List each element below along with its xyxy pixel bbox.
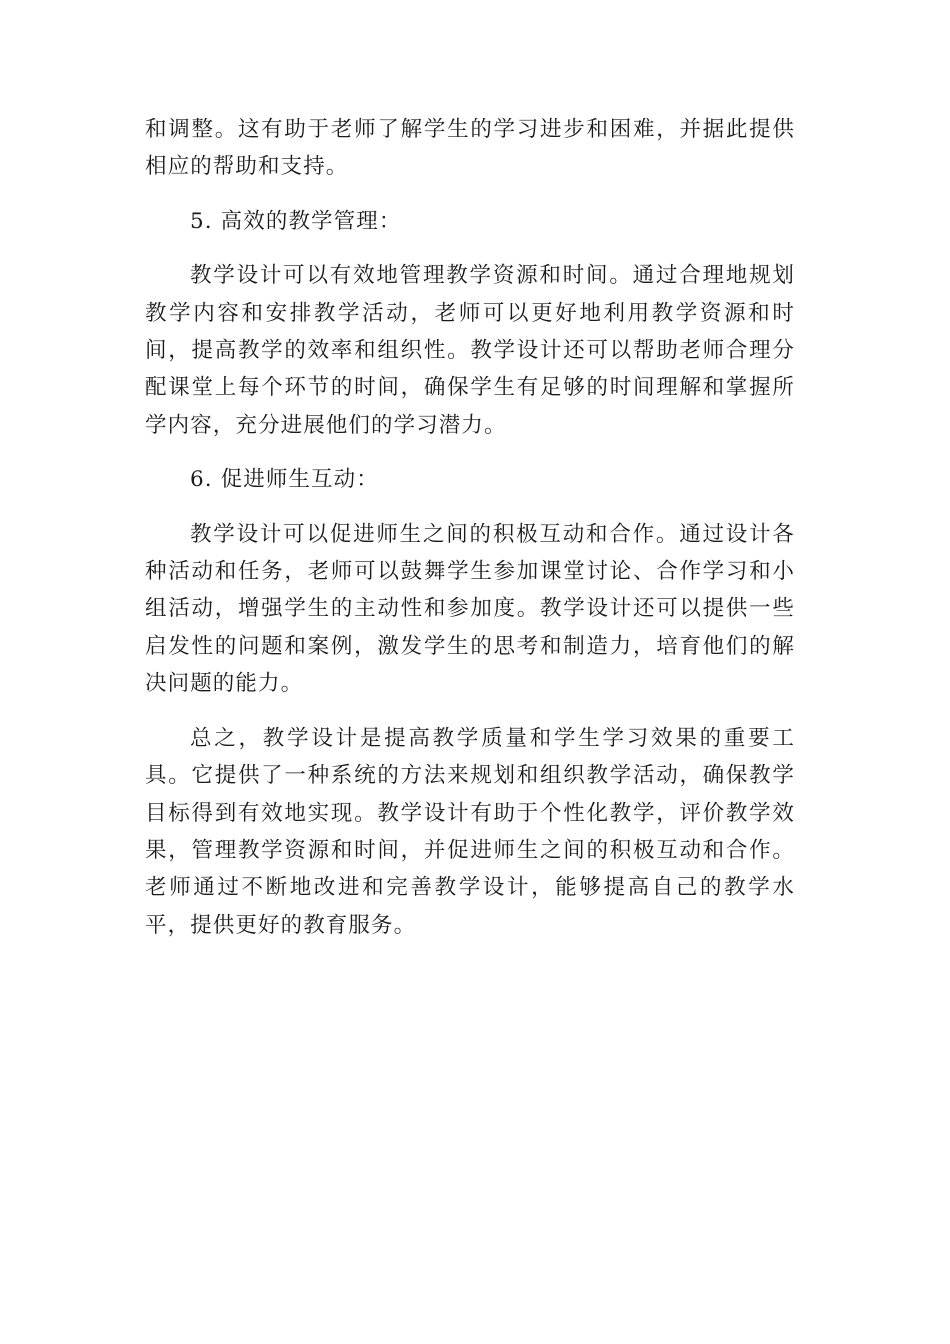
paragraph-teacher-student-interaction: 教学设计可以促进师生之间的积极互动和合作。通过设计各种活动和任务，老师可以鼓舞学生参加课堂讨论、合作学习和小组活动，增强学生的主动性和参加度。教学设计还可以提供一些启发性的问题和案例，激发学生的思考和制造力，培育他们的解决问题的能力。 [145,521,795,697]
paragraph-teaching-management: 教学设计可以有效地管理教学资源和时间。通过合理地规划教学内容和安排教学活动，老师可以更好地利用教学资源和时间，提高教学的效率和组织性。教学设计还可以帮助老师合理分配课堂上每个环节的时间，确保学生有足够的时间理解和掌握所学内容，充分进展他们的学习潜力。 [145,263,795,438]
section-heading-5: 5. 高效的教学管理： [190,208,402,234]
document-body [145,111,795,944]
paragraph-conclusion: 总之，教学设计是提高教学质量和学生学习效果的重要工具。它提供了一种系统的方法来规划和组织教学活动，确保教学目标得到有效地实现。教学设计有助于个性化教学，评价教学效果，管理教学资源和时间，并促进师生之间的积极互动和合作。老师通过不断地改进和完善教学设计，能够提高自己的教学水平，提供更好的教育服务。 [145,725,795,938]
paragraph-continuation: 和调整。这有助于老师了解学生的学习进步和困难，并据此提供相应的帮助和支持。 [145,117,795,180]
section-heading-6: 6. 促进师生互动： [190,467,379,493]
